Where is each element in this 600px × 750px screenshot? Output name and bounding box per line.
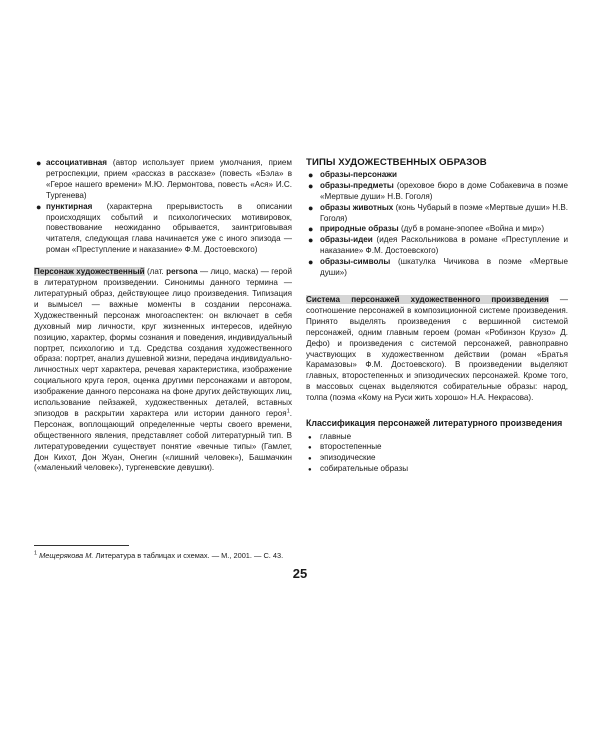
- item-text: собирательные образы: [320, 464, 409, 474]
- latin-word: persona: [166, 267, 198, 277]
- list-item: [306, 170, 568, 181]
- definition-text: (автор использует прием умолчания, прием ретроспекции, прием «рассказ в рассказе» (повесть «Бэла» в «Герое нашего времени» М.Ю. Лермонтова, повесть «Ася» И.С. Тургенева): [46, 158, 292, 200]
- list-item: [306, 203, 568, 225]
- image-types-list: [306, 170, 568, 279]
- list-item: [306, 432, 568, 443]
- term: образы-персонажи: [320, 169, 398, 179]
- system-text: — соотношение персонажей в композиционной системе произведения. Принято выделять произведения с вершинной системой персонажей, одним главным героем (роман «Робинзон Крузо» Д. Дефо) и произведения с системой персонажей, равноправно участвующих в художественном действии (роман «Братья Карамазовы» Ф.М. Достоевского). В произведении выделяют главных, второстепенных и эпизодических персонажей. Кроме того, в массовых сценах выделяются собирательные образы: народ, толпа (поэма «Кому на Руси жить хорошо» Н.А. Некрасова).: [306, 294, 569, 403]
- term: образы-символы: [320, 257, 391, 267]
- bullet-icon: ●: [308, 235, 314, 246]
- bullet-icon: ●: [308, 257, 314, 268]
- latin-prefix: (лат.: [144, 267, 167, 277]
- bullet-icon: ●: [308, 467, 312, 474]
- bullet-icon: ●: [308, 202, 314, 213]
- term: образы-предметы: [320, 180, 394, 190]
- definition-text: (дуб в романе-эпопее «Война и мир»): [398, 224, 545, 234]
- bullet-icon: ●: [36, 201, 42, 212]
- footnote-divider: [34, 545, 129, 546]
- list-item: [34, 202, 292, 257]
- bullet-icon: ●: [308, 456, 312, 463]
- character-paragraph: [34, 267, 292, 474]
- list-item: [306, 224, 568, 235]
- bullet-icon: ●: [308, 169, 314, 180]
- item-text: второстепенные: [320, 442, 382, 452]
- character-term: Персонаж художественный: [34, 267, 145, 277]
- bullet-icon: ●: [308, 434, 312, 441]
- term: пунктирная: [46, 201, 93, 211]
- section-heading: ТИПЫ ХУДОЖЕСТВЕННЫХ ОБРАЗОВ: [306, 157, 487, 168]
- list-item: [306, 442, 568, 453]
- classification-heading: Классификация персонажей литературного произведения: [306, 418, 563, 429]
- bullet-icon: ●: [308, 224, 314, 235]
- list-item: [306, 181, 568, 203]
- term: образы-идеи: [320, 235, 373, 245]
- list-item: [34, 158, 292, 202]
- bullet-icon: ●: [308, 180, 314, 191]
- character-text: — лицо, маска) — герой в литературном произведении. Синонимы данного термина — литературный образ, действующее лицо произведения. Типизация и вымысел — важные моменты в создании персонажа. Художественный персонаж многоаспектен: он включает в себя духовный мир личности, круг жизненных интересов, идейную позицию, характер, формы сознания и поведения, индивидуальный портрет, психологию и т.д. Средства создания художественного образа: портрет, анализ душевной жизни, передача индивидуально-личностных черт характера, речевая характеристика, изображение социального круга героя, оценка другими персонажами и автором, изображение данного персонажа на фоне других действующих лиц, использование пейзажей, художественных деталей, вставных эпизодов в раскрытии характера или истории данного героя: [34, 267, 292, 418]
- classification-list: [306, 432, 568, 476]
- item-text: эпизодические: [320, 453, 376, 463]
- character-text-cont: . Персонаж, воплощающий определенные черты своего времени, общественного явления, представляет собой литературный тип. В литературоведении существует понятие «вечные типы» (Гамлет, Дон Кихот, Дон Жуан, Онегин («лишний человек»), Башмачкин («маленький человек»), тургеневские девушки).: [34, 408, 292, 473]
- page-number: 25: [292, 566, 308, 581]
- definition-text: (конь Чубарый в поэме «Мертвые души» Н.В. Гоголя): [320, 202, 568, 223]
- footnote: [34, 551, 283, 560]
- list-item: [306, 235, 568, 257]
- definition-text: (шкатулка Чичикова в поэме «Мертвые души»): [320, 257, 568, 278]
- bullet-icon: ●: [36, 158, 42, 168]
- bullet-icon: ●: [308, 445, 312, 452]
- left-column: [34, 158, 292, 474]
- system-paragraph: [306, 295, 568, 404]
- definition-text: (идея Раскольникова в романе «Преступление и наказание» Ф.М. Достоевского): [320, 235, 568, 256]
- definition-text: (характерна прерывистость в описании происходящих событий и психологических мотивировок, повествование неожиданно обрывается, заинтриговывая читателя, следующая глава начинается уже с иного эпизода — роман «Преступление и наказание» Ф.М. Достоевского): [46, 201, 292, 255]
- list-item: [306, 257, 568, 279]
- footnote-text: Литература в таблицах и схемах. — М., 2001. — С. 43.: [93, 551, 284, 560]
- term: образы животных: [320, 202, 394, 212]
- footnote-ref[interactable]: 1: [286, 408, 290, 415]
- term: природные образы: [320, 224, 399, 234]
- definition-text: (ореховое бюро в доме Собакевича в поэме «Мертвые души» Н.В. Гоголя): [320, 180, 568, 201]
- list-item: [306, 464, 568, 475]
- composition-bullet-list: [34, 158, 292, 256]
- list-item: [306, 453, 568, 464]
- footnote-author: Мещерякова М.: [39, 551, 94, 560]
- term: ассоциативная: [46, 158, 107, 167]
- item-text: главные: [320, 431, 352, 441]
- system-term: Система персонажей художественного произведения: [306, 294, 549, 304]
- right-column: [306, 158, 568, 475]
- footnote-mark: 1: [34, 550, 38, 557]
